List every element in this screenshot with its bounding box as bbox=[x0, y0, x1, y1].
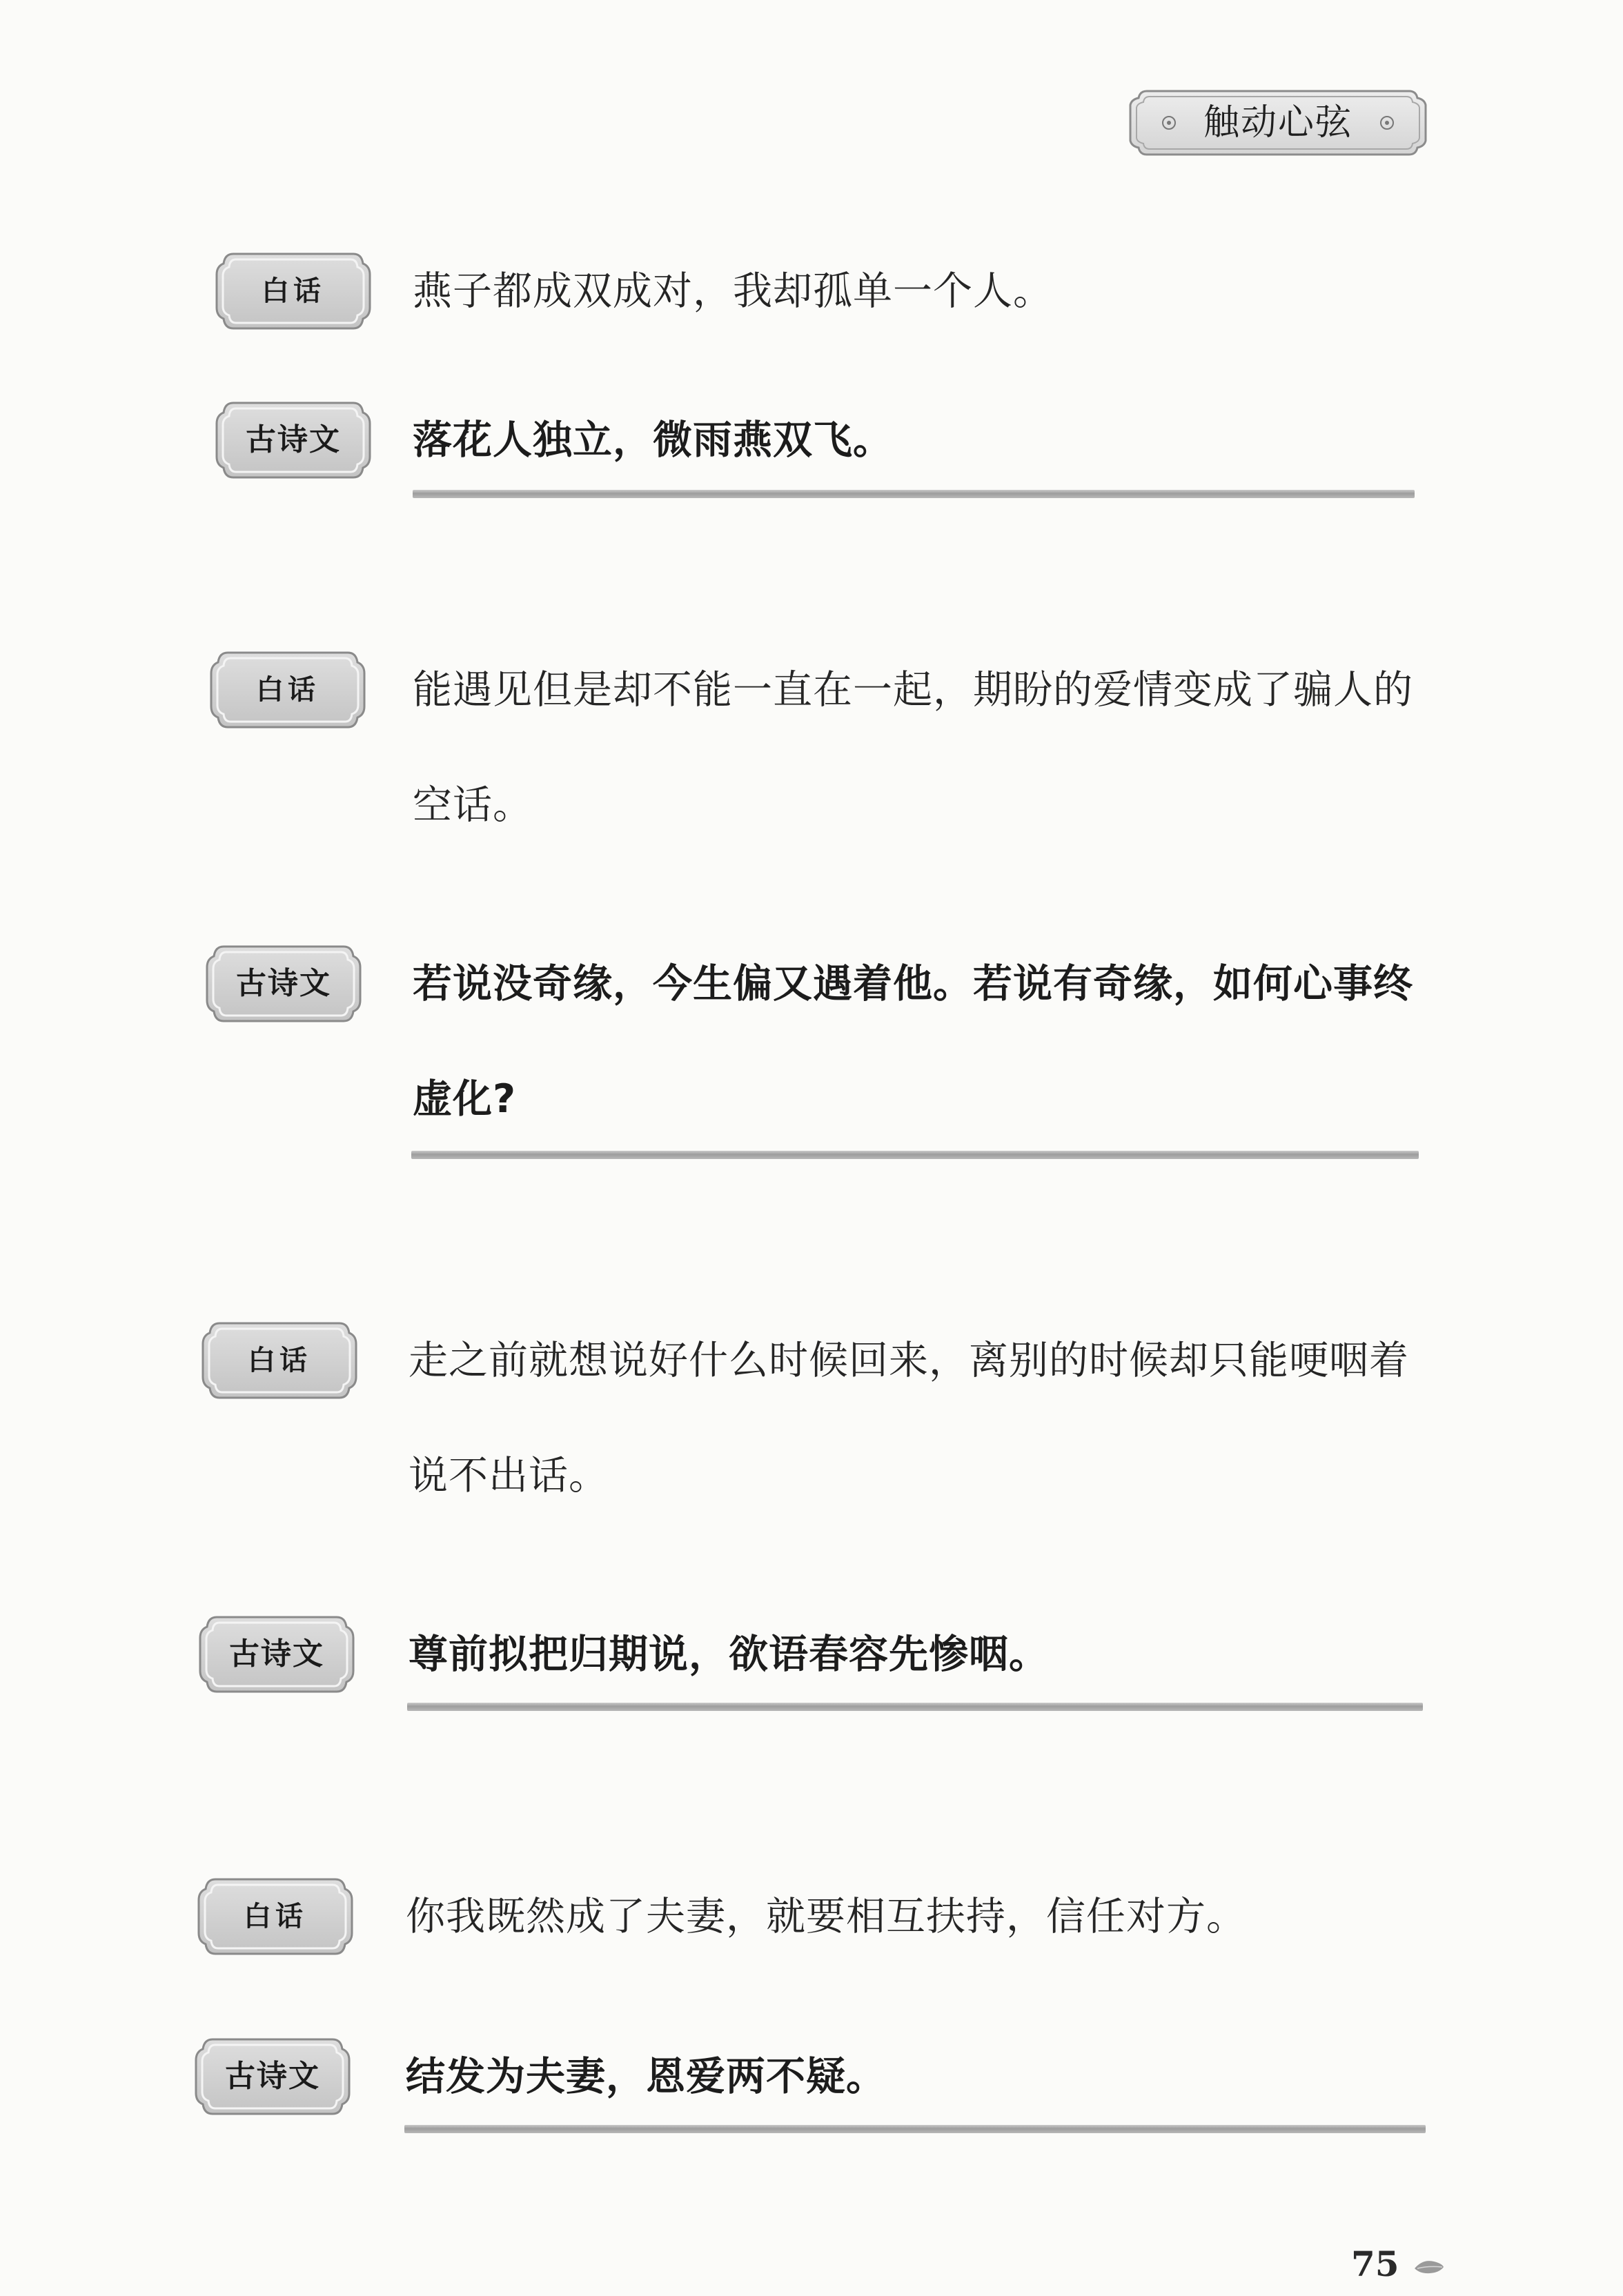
plain-badge-label: 白话 bbox=[244, 1901, 307, 1932]
plain-badge-label: 白话 bbox=[248, 1345, 311, 1376]
plain-text: 你我既然成了夫妻，就要相互扶持，信任对方。 bbox=[406, 1894, 1246, 1939]
classic-badge-label: 古诗文 bbox=[225, 2059, 320, 2094]
plain-text: 燕子都成双成对，我却孤单一个人。 bbox=[413, 268, 1053, 314]
classic-badge-label: 古诗文 bbox=[246, 422, 341, 457]
plain-text: 能遇见但是却不能一直在一起，期盼的爱情变成了骗人的空话。 bbox=[413, 667, 1413, 828]
classic-badge bbox=[214, 397, 373, 483]
classic-text: 若说没奇缘，今生偏又遇着他。若说有奇缘，如何心事终虚化? bbox=[413, 961, 1413, 1122]
divider-rule bbox=[407, 1703, 1423, 1711]
classic-badge bbox=[193, 2034, 352, 2119]
plain-badge bbox=[214, 248, 373, 334]
divider-rule bbox=[411, 1151, 1419, 1159]
plain-badge-label: 白话 bbox=[256, 674, 319, 706]
plain-badge bbox=[196, 1874, 355, 1959]
classic-text: 结发为夫妻，恩爱两不疑。 bbox=[406, 2054, 886, 2099]
plain-badge-label: 白话 bbox=[262, 275, 325, 307]
classic-badge bbox=[197, 1612, 356, 1697]
divider-rule bbox=[413, 490, 1415, 498]
plain-badge bbox=[200, 1318, 359, 1403]
classic-text: 尊前拟把归期说，欲语春容先惨咽。 bbox=[409, 1632, 1049, 1677]
leaf-ornament-icon bbox=[1413, 2257, 1445, 2277]
classic-badge bbox=[204, 941, 363, 1027]
classic-badge-label: 古诗文 bbox=[236, 966, 331, 1001]
plain-text: 走之前就想说好什么时候回来，离别的时候却只能哽咽着说不出话。 bbox=[409, 1338, 1409, 1498]
section-title: 触动心弦 bbox=[1203, 102, 1352, 144]
section-tab bbox=[1126, 87, 1430, 159]
page-number: 75 bbox=[1351, 2244, 1399, 2284]
divider-rule bbox=[404, 2125, 1426, 2133]
classic-badge-label: 古诗文 bbox=[229, 1636, 324, 1672]
classic-text: 落花人独立，微雨燕双飞。 bbox=[413, 417, 893, 463]
plain-badge bbox=[208, 647, 367, 733]
